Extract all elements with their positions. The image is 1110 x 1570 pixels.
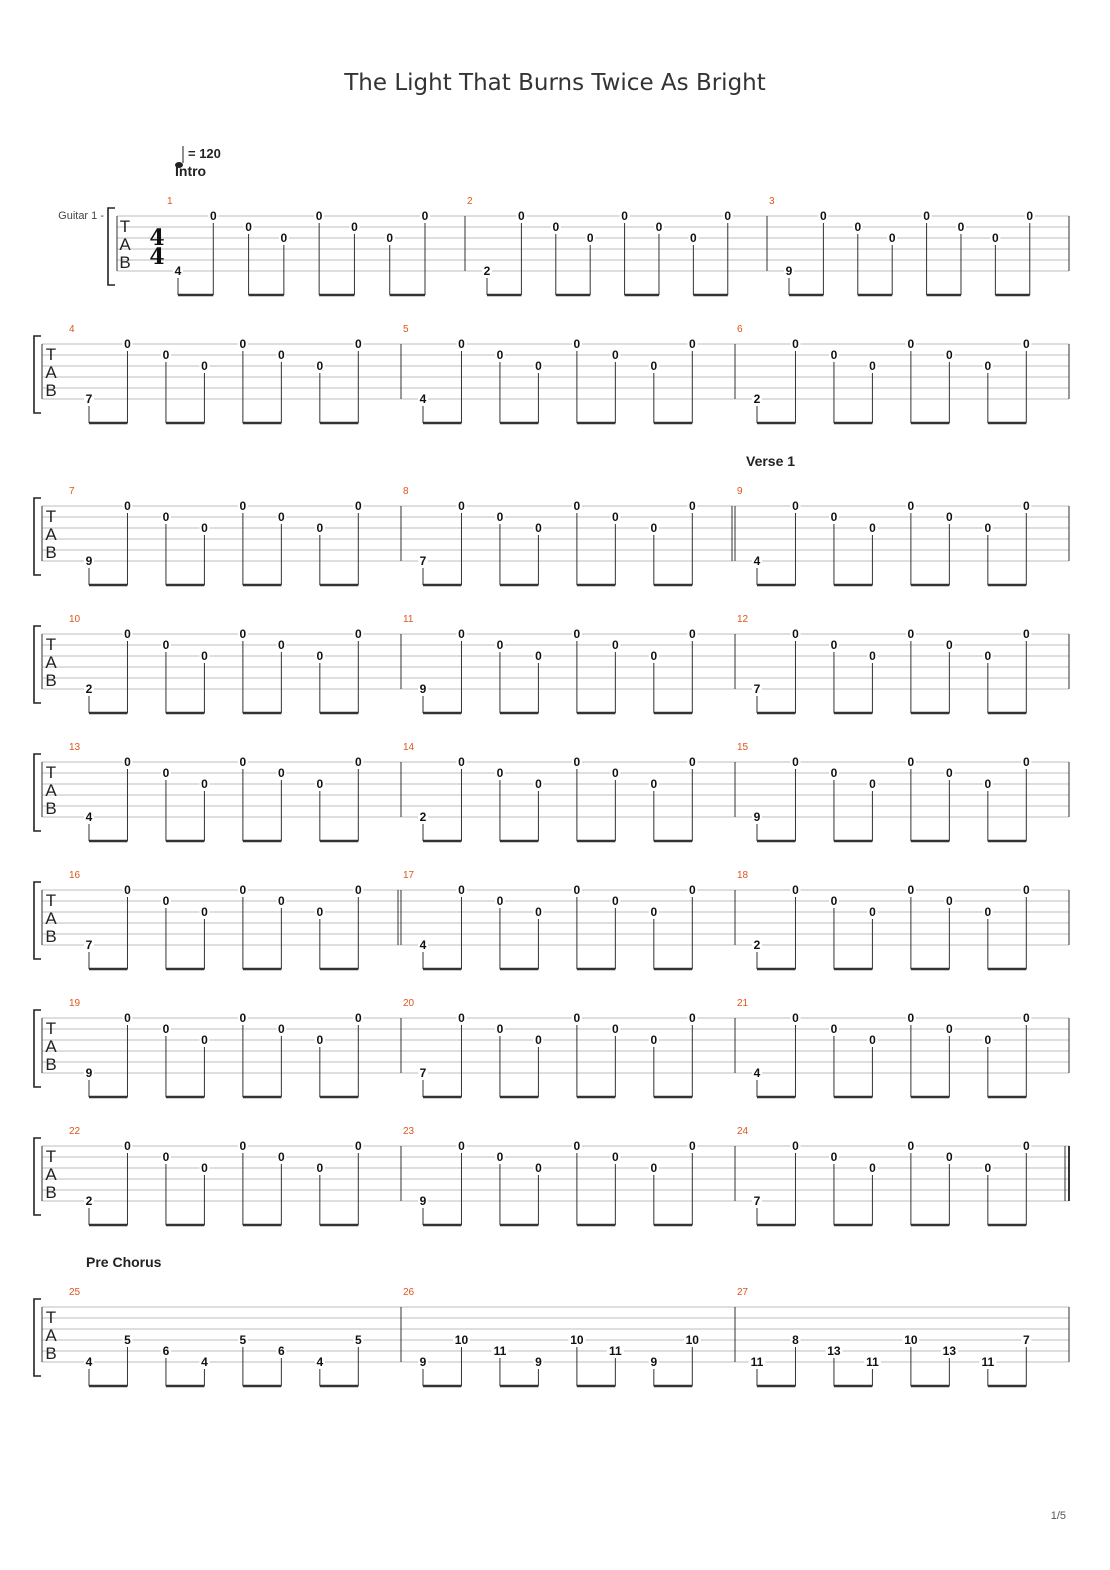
fret-number: 0 — [496, 894, 504, 908]
fret-number: 0 — [957, 220, 965, 234]
measure-number: 4 — [69, 324, 75, 335]
tab-letter-a: A — [45, 653, 57, 672]
fret-number: 0 — [724, 209, 732, 223]
instrument-label: Guitar 1 - — [58, 210, 104, 222]
measure-number: 1 — [167, 196, 173, 207]
fret-number: 0 — [650, 359, 658, 373]
fret-number: 0 — [239, 755, 247, 769]
fret-number: 0 — [946, 510, 953, 524]
fret-number: 0 — [946, 638, 953, 652]
measure-number: 17 — [403, 870, 415, 881]
tab-letter-b: B — [45, 927, 57, 946]
fret-number: 0 — [1022, 499, 1030, 513]
fret-number: 0 — [278, 510, 285, 524]
fret-number: 0 — [612, 1022, 619, 1036]
fret-number: 0 — [386, 231, 394, 245]
fret-number: 9 — [535, 1355, 542, 1369]
fret-number: 0 — [830, 638, 838, 652]
fret-number: 11 — [609, 1344, 622, 1358]
fret-number: 0 — [354, 755, 362, 769]
fret-number: 0 — [278, 894, 285, 908]
fret-number: 0 — [688, 499, 696, 513]
fret-number: 0 — [239, 337, 247, 351]
fret-number: 0 — [535, 777, 542, 791]
fret-number: 0 — [201, 359, 208, 373]
fret-number: 0 — [650, 905, 658, 919]
tab-letter-b: B — [45, 1055, 57, 1074]
measure-number: 24 — [737, 1126, 749, 1137]
fret-number: 0 — [496, 766, 504, 780]
tab-letter-b: B — [119, 253, 131, 272]
fret-number: 0 — [1022, 1011, 1030, 1025]
fret-number: 0 — [655, 220, 663, 234]
fret-number: 7 — [85, 392, 93, 406]
fret-number: 0 — [535, 1033, 542, 1047]
fret-number: 0 — [201, 521, 208, 535]
measure-number: 8 — [403, 486, 409, 497]
fret-number: 0 — [688, 1139, 696, 1153]
fret-number: 10 — [454, 1333, 469, 1347]
fret-number: 0 — [316, 777, 324, 791]
fret-number: 0 — [162, 348, 170, 362]
tab-letter-t: T — [45, 345, 57, 364]
fret-number: 11 — [981, 1355, 995, 1369]
fret-number: 0 — [552, 220, 560, 234]
fret-number: 0 — [612, 1150, 619, 1164]
fret-number: 10 — [685, 1333, 699, 1347]
fret-number: 0 — [573, 1139, 581, 1153]
measure-number: 27 — [737, 1287, 749, 1298]
fret-number: 0 — [354, 1139, 362, 1153]
fret-number: 0 — [830, 1150, 838, 1164]
fret-number: 7 — [753, 682, 761, 696]
fret-number: 0 — [1022, 1139, 1030, 1153]
fret-number: 0 — [245, 220, 252, 234]
fret-number: 0 — [315, 209, 323, 223]
fret-number: 2 — [419, 810, 427, 824]
fret-number: 0 — [239, 883, 247, 897]
fret-number: 0 — [688, 337, 696, 351]
fret-number: 2 — [85, 682, 93, 696]
tab-letter-b: B — [45, 799, 57, 818]
fret-number: 0 — [518, 209, 525, 223]
time-signature-bottom: 4 — [149, 244, 165, 270]
fret-number: 0 — [612, 348, 619, 362]
fret-number: 0 — [124, 1011, 131, 1025]
fret-number: 0 — [869, 905, 876, 919]
fret-number: 4 — [85, 1355, 93, 1369]
fret-number: 0 — [239, 627, 247, 641]
fret-number: 4 — [316, 1355, 324, 1369]
fret-number: 2 — [753, 938, 761, 952]
fret-number: 0 — [535, 649, 542, 663]
fret-number: 0 — [869, 359, 876, 373]
fret-number: 0 — [278, 1022, 285, 1036]
fret-number: 2 — [483, 264, 491, 278]
fret-number: 0 — [907, 1011, 915, 1025]
measure-number: 16 — [69, 870, 81, 881]
fret-number: 0 — [612, 766, 619, 780]
fret-number: 0 — [458, 627, 465, 641]
fret-number: 0 — [201, 777, 208, 791]
fret-number: 0 — [496, 638, 504, 652]
fret-number: 0 — [124, 337, 131, 351]
fret-number: 0 — [688, 755, 696, 769]
fret-number: 0 — [1022, 755, 1030, 769]
fret-number: 0 — [201, 1161, 208, 1175]
fret-number: 0 — [907, 755, 915, 769]
fret-number: 0 — [946, 766, 953, 780]
fret-number: 9 — [85, 554, 93, 568]
fret-number: 0 — [458, 1011, 465, 1025]
fret-number: 5 — [239, 1333, 247, 1347]
tab-letter-b: B — [45, 1344, 57, 1363]
tab-letter-t: T — [45, 635, 57, 654]
fret-number: 5 — [354, 1333, 362, 1347]
fret-number: 0 — [201, 905, 208, 919]
fret-number: 0 — [278, 348, 285, 362]
fret-number: 0 — [124, 627, 131, 641]
fret-number: 9 — [785, 264, 793, 278]
fret-number: 4 — [201, 1355, 208, 1369]
fret-number: 0 — [124, 499, 131, 513]
fret-number: 0 — [278, 1150, 285, 1164]
system-bracket — [34, 498, 41, 575]
fret-number: 0 — [278, 766, 285, 780]
fret-number: 0 — [1022, 337, 1030, 351]
fret-number: 0 — [316, 1161, 324, 1175]
fret-number: 0 — [907, 627, 915, 641]
fret-number: 0 — [535, 521, 542, 535]
fret-number: 8 — [792, 1333, 799, 1347]
fret-number: 2 — [85, 1194, 93, 1208]
tab-letter-t: T — [45, 1147, 57, 1166]
fret-number: 9 — [419, 1194, 427, 1208]
system-bracket — [34, 754, 41, 831]
fret-number: 10 — [570, 1333, 584, 1347]
fret-number: 13 — [942, 1344, 957, 1358]
fret-number: 0 — [573, 627, 581, 641]
fret-number: 0 — [573, 337, 581, 351]
tab-letter-a: A — [45, 363, 57, 382]
fret-number: 0 — [650, 649, 658, 663]
fret-number: 11 — [866, 1355, 879, 1369]
fret-number: 0 — [688, 883, 696, 897]
fret-number: 0 — [162, 766, 170, 780]
fret-number: 0 — [201, 649, 208, 663]
time-signature-top: 4 — [149, 225, 165, 251]
fret-number: 0 — [888, 231, 896, 245]
fret-number: 0 — [354, 627, 362, 641]
fret-number: 9 — [753, 810, 761, 824]
measure-number: 10 — [69, 614, 81, 625]
fret-number: 0 — [162, 1150, 170, 1164]
fret-number: 11 — [493, 1344, 507, 1358]
fret-number: 0 — [496, 1150, 504, 1164]
fret-number: 0 — [458, 1139, 465, 1153]
fret-number: 0 — [688, 627, 696, 641]
fret-number: 0 — [907, 499, 915, 513]
tempo-marking: = 120 — [188, 146, 221, 161]
fret-number: 0 — [650, 1033, 658, 1047]
fret-number: 0 — [496, 1022, 504, 1036]
fret-number: 4 — [85, 810, 93, 824]
fret-number: 4 — [174, 264, 182, 278]
fret-number: 0 — [573, 499, 581, 513]
fret-number: 0 — [573, 883, 581, 897]
fret-number: 0 — [586, 231, 594, 245]
fret-number: 0 — [869, 1033, 876, 1047]
fret-number: 0 — [830, 510, 838, 524]
fret-number: 0 — [280, 231, 288, 245]
measure-number: 7 — [69, 486, 75, 497]
fret-number: 0 — [923, 209, 930, 223]
measure-number: 5 — [403, 324, 409, 335]
tab-letter-a: A — [45, 909, 57, 928]
fret-number: 0 — [984, 1161, 992, 1175]
fret-number: 0 — [946, 1150, 953, 1164]
fret-number: 0 — [869, 777, 876, 791]
fret-number: 0 — [650, 521, 658, 535]
system-bracket — [34, 1138, 41, 1215]
fret-number: 0 — [316, 905, 324, 919]
system-bracket — [34, 1299, 41, 1376]
fret-number: 0 — [792, 1139, 799, 1153]
fret-number: 0 — [946, 1022, 953, 1036]
fret-number: 0 — [162, 894, 170, 908]
fret-number: 0 — [830, 348, 838, 362]
fret-number: 0 — [688, 1011, 696, 1025]
tab-letter-b: B — [45, 543, 57, 562]
fret-number: 0 — [124, 883, 131, 897]
fret-number: 11 — [750, 1355, 764, 1369]
tab-letter-a: A — [45, 781, 57, 800]
fret-number: 2 — [753, 392, 761, 406]
fret-number: 0 — [854, 220, 862, 234]
fret-number: 0 — [239, 1011, 247, 1025]
measure-number: 19 — [69, 998, 81, 1009]
fret-number: 0 — [162, 638, 170, 652]
fret-number: 6 — [278, 1344, 285, 1358]
fret-number: 0 — [535, 905, 542, 919]
fret-number: 0 — [201, 1033, 208, 1047]
fret-number: 9 — [419, 682, 427, 696]
fret-number: 9 — [650, 1355, 658, 1369]
fret-number: 0 — [792, 499, 799, 513]
tab-letter-t: T — [45, 1019, 57, 1038]
fret-number: 6 — [162, 1344, 170, 1358]
fret-number: 0 — [792, 337, 799, 351]
measure-number: 3 — [769, 196, 775, 207]
tab-letter-a: A — [45, 525, 57, 544]
measure-number: 6 — [737, 324, 743, 335]
measure-number: 21 — [737, 998, 749, 1009]
fret-number: 0 — [354, 337, 362, 351]
fret-number: 0 — [496, 510, 504, 524]
fret-number: 0 — [792, 1011, 799, 1025]
measure-number: 26 — [403, 1287, 415, 1298]
fret-number: 0 — [830, 1022, 838, 1036]
system-bracket — [34, 1010, 41, 1087]
tab-letter-a: A — [45, 1165, 57, 1184]
fret-number: 0 — [907, 337, 915, 351]
fret-number: 0 — [869, 1161, 876, 1175]
system-bracket — [34, 336, 41, 413]
fret-number: 0 — [458, 337, 465, 351]
fret-number: 0 — [792, 627, 799, 641]
fret-number: 7 — [753, 1194, 761, 1208]
measure-number: 18 — [737, 870, 749, 881]
fret-number: 0 — [162, 510, 170, 524]
tab-letter-a: A — [45, 1037, 57, 1056]
fret-number: 0 — [239, 499, 247, 513]
page-number: 1/5 — [1050, 1510, 1066, 1522]
fret-number: 0 — [830, 766, 838, 780]
fret-number: 0 — [316, 649, 324, 663]
fret-number: 0 — [612, 510, 619, 524]
fret-number: 4 — [419, 938, 427, 952]
fret-number: 0 — [869, 649, 876, 663]
fret-number: 0 — [621, 209, 628, 223]
fret-number: 0 — [316, 1033, 324, 1047]
tab-letter-a: A — [45, 1326, 57, 1345]
fret-number: 0 — [316, 359, 324, 373]
fret-number: 0 — [209, 209, 217, 223]
fret-number: 0 — [984, 521, 992, 535]
fret-number: 0 — [792, 755, 799, 769]
fret-number: 0 — [162, 1022, 170, 1036]
fret-number: 0 — [907, 1139, 915, 1153]
fret-number: 0 — [421, 209, 429, 223]
tab-letter-t: T — [45, 891, 57, 910]
fret-number: 0 — [984, 359, 992, 373]
fret-number: 0 — [496, 348, 504, 362]
fret-number: 7 — [1022, 1333, 1030, 1347]
fret-number: 0 — [354, 499, 362, 513]
fret-number: 0 — [984, 905, 992, 919]
system-bracket — [34, 882, 41, 959]
tab-letter-t: T — [45, 763, 57, 782]
tab-letter-t: T — [45, 507, 57, 526]
section-label: Verse 1 — [746, 453, 796, 469]
fret-number: 0 — [992, 231, 999, 245]
measure-number: 22 — [69, 1126, 81, 1137]
measure-number: 2 — [467, 196, 473, 207]
fret-number: 0 — [946, 894, 953, 908]
tab-letter-t: T — [119, 217, 131, 236]
measure-number: 9 — [737, 486, 743, 497]
fret-number: 9 — [419, 1355, 427, 1369]
fret-number: 0 — [124, 1139, 131, 1153]
fret-number: 0 — [984, 777, 992, 791]
fret-number: 0 — [458, 499, 465, 513]
fret-number: 0 — [946, 348, 953, 362]
section-label: Intro — [175, 163, 207, 179]
measure-number: 20 — [403, 998, 415, 1009]
song-title: The Light That Burns Twice As Bright — [344, 70, 766, 96]
fret-number: 0 — [573, 755, 581, 769]
fret-number: 7 — [419, 1066, 427, 1080]
tab-letter-b: B — [45, 381, 57, 400]
fret-number: 4 — [419, 392, 427, 406]
system-bracket — [34, 626, 41, 703]
fret-number: 0 — [650, 1161, 658, 1175]
tab-letter-a: A — [119, 235, 131, 254]
measure-number: 14 — [403, 742, 415, 753]
fret-number: 0 — [535, 1161, 542, 1175]
measure-number: 11 — [403, 614, 414, 625]
measure-number: 15 — [737, 742, 749, 753]
fret-number: 0 — [1022, 883, 1030, 897]
fret-number: 0 — [830, 894, 838, 908]
fret-number: 0 — [984, 1033, 992, 1047]
measure-number: 25 — [69, 1287, 81, 1298]
fret-number: 4 — [753, 1066, 761, 1080]
fret-number: 4 — [753, 554, 761, 568]
fret-number: 7 — [419, 554, 427, 568]
tab-letter-b: B — [45, 1183, 57, 1202]
tab-letter-b: B — [45, 671, 57, 690]
fret-number: 0 — [354, 1011, 362, 1025]
fret-number: 0 — [316, 521, 324, 535]
measure-number: 13 — [69, 742, 81, 753]
fret-number: 0 — [820, 209, 827, 223]
fret-number: 9 — [85, 1066, 93, 1080]
fret-number: 0 — [792, 883, 799, 897]
fret-number: 0 — [1026, 209, 1034, 223]
fret-number: 0 — [573, 1011, 581, 1025]
fret-number: 0 — [458, 883, 465, 897]
fret-number: 7 — [85, 938, 93, 952]
fret-number: 10 — [904, 1333, 918, 1347]
fret-number: 0 — [458, 755, 465, 769]
fret-number: 0 — [278, 638, 285, 652]
fret-number: 0 — [535, 359, 542, 373]
fret-number: 0 — [612, 638, 619, 652]
fret-number: 0 — [239, 1139, 247, 1153]
fret-number: 13 — [827, 1344, 841, 1358]
fret-number: 0 — [907, 883, 915, 897]
section-label: Pre Chorus — [86, 1254, 162, 1270]
measure-number: 12 — [737, 614, 749, 625]
fret-number: 0 — [612, 894, 619, 908]
fret-number: 0 — [650, 777, 658, 791]
fret-number: 0 — [690, 231, 697, 245]
fret-number: 0 — [354, 883, 362, 897]
system-bracket — [108, 208, 115, 285]
fret-number: 0 — [351, 220, 358, 234]
fret-number: 5 — [124, 1333, 131, 1347]
fret-number: 0 — [869, 521, 876, 535]
tab-letter-t: T — [45, 1308, 57, 1327]
fret-number: 0 — [124, 755, 131, 769]
fret-number: 0 — [984, 649, 992, 663]
fret-number: 0 — [1022, 627, 1030, 641]
measure-number: 23 — [403, 1126, 415, 1137]
